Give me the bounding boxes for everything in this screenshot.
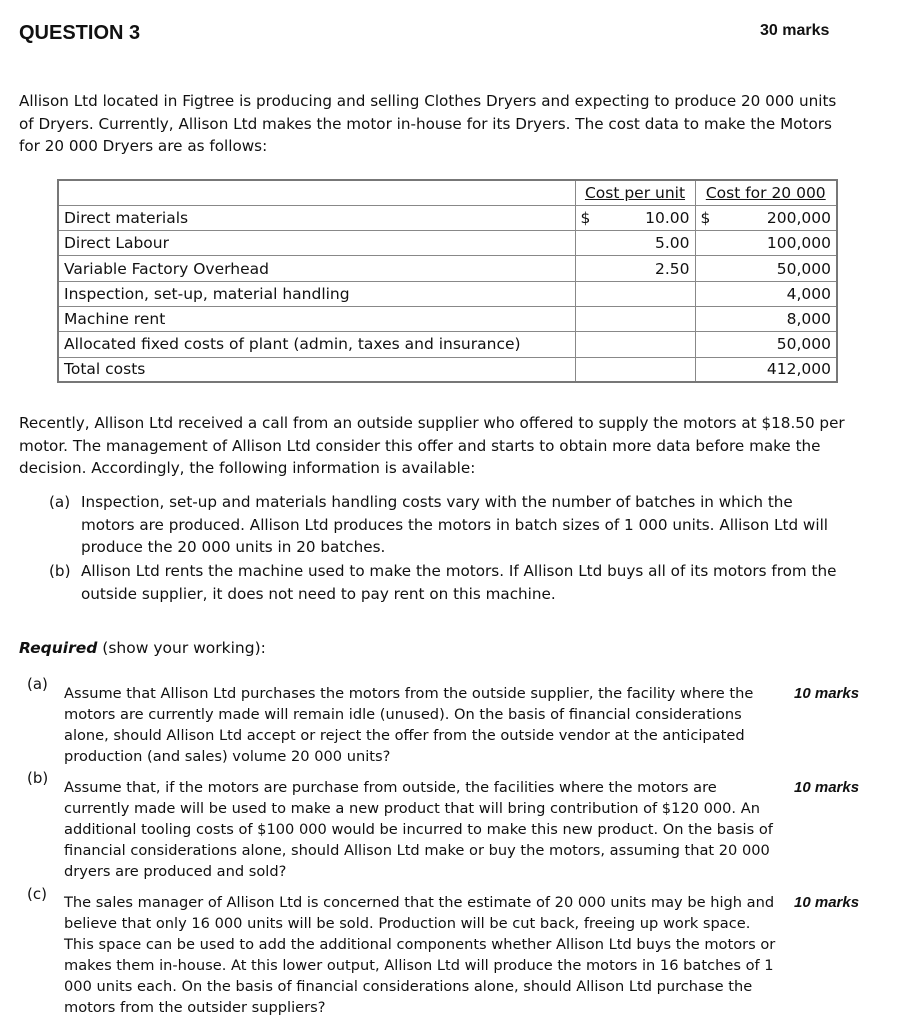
row-total-value: 200,000	[766, 208, 831, 227]
header-cost-total: Cost for 20 000	[695, 180, 837, 205]
row-total: 50,000	[695, 332, 837, 357]
table-row	[58, 231, 837, 256]
row-total: 4,000	[695, 281, 837, 306]
row-desc: Total costs	[58, 357, 575, 382]
required-item-text: The sales manager of Allison Ltd is concerned that the estimate of 20 000 units may be high and believe that only 16 000 units will be sold. Production will be cut back, freeing up work space. This space can be used to add the additional components whether Allison Ltd buys the motors or makes them in-house. At this lower output, Allison Ltd will produce the motors in 16 batches of 1 000 units each. On the basis of financial considerations alone, should Allison Ltd purchase the motors from the outsider suppliers?	[64, 894, 776, 1016]
row-desc: Allocated fixed costs of plant (admin, taxes and insurance)	[58, 332, 575, 357]
table-header-blank	[58, 180, 575, 205]
required-item-marks: 10 marks	[794, 894, 860, 911]
required-label: Required	[19, 639, 98, 657]
row-per-unit	[575, 205, 695, 230]
row-total: 100,000	[695, 231, 837, 256]
cost-table	[57, 179, 838, 383]
row-desc: Inspection, set-up, material handling	[58, 281, 575, 306]
required-item-marks: 10 marks	[794, 685, 860, 702]
required-suffix: (show your working):	[97, 639, 266, 657]
currency-symbol: $	[700, 208, 711, 227]
info-item	[49, 560, 859, 606]
header-cost-per-unit: Cost per unit	[575, 180, 695, 205]
intro-paragraph: Allison Ltd located in Figtree is producing and selling Clothes Dryers and expecting to produce 20 000 units of Dryers. Currently, Allison Ltd makes the motor in-house for its Dryers. The cost data to make the Motors for 20 000 Dryers are as follows:	[19, 92, 837, 155]
row-per-unit: 2.50	[575, 256, 695, 281]
info-item-text: Allison Ltd rents the machine used to make the motors. If Allison Ltd buys all of its motors from the outside supplier, it does not need to pay rent on this machine.	[81, 562, 837, 603]
row-per-unit	[575, 281, 695, 306]
table-row	[58, 256, 837, 281]
required-item-label: (a)	[27, 675, 48, 693]
row-total: 50,000	[695, 256, 837, 281]
row-per-unit: 5.00	[575, 231, 695, 256]
table-row-total	[58, 357, 837, 382]
currency-symbol: $	[580, 208, 591, 227]
question-marks: 30 marks	[760, 22, 830, 39]
row-total	[695, 205, 837, 230]
row-total: 412,000	[695, 357, 837, 382]
row-desc: Variable Factory Overhead	[58, 256, 575, 281]
required-item-text: Assume that Allison Ltd purchases the motors from the outside supplier, the facility where the motors are currently made will remain idle (unused). On the basis of financial considerations alone, should Allison Ltd accept or reject the offer from the outside vendor at the anticipated production (and sales) volume 20 000 units?	[64, 685, 754, 765]
row-desc: Direct Labour	[58, 231, 575, 256]
required-item-text: Assume that, if the motors are purchase from outside, the facilities where the motors are currently made will be used to make a new product that will bring contribution of $120 000. An additional tooling costs of $100 000 would be incurred to make this new product. On the basis of financial considerations alone, should Allison Ltd make or buy the motors, assuming that 20 000 dryers are produced and sold?	[64, 779, 773, 880]
info-item-label: (a)	[49, 493, 71, 511]
required-item-label: (b)	[27, 769, 49, 787]
recent-paragraph: Recently, Allison Ltd received a call from an outside supplier who offered to supply the motors at $18.50 per motor. The management of Allison Ltd consider this offer and starts to obtain more data before make the decision. Accordingly, the following information is available:	[19, 414, 845, 477]
row-total: 8,000	[695, 306, 837, 331]
table-row	[58, 306, 837, 331]
row-per-unit	[575, 357, 695, 382]
required-item-label: (c)	[27, 885, 47, 903]
question-title: QUESTION 3	[19, 22, 141, 44]
table-row	[58, 332, 837, 357]
table-header-row	[58, 180, 837, 205]
row-desc: Direct materials	[58, 205, 575, 230]
table-row	[58, 281, 837, 306]
info-item	[49, 491, 859, 561]
table-row	[58, 205, 837, 230]
info-item-label: (b)	[49, 562, 71, 580]
required-item-marks: 10 marks	[794, 779, 860, 796]
row-per-unit-value: 10.00	[645, 208, 690, 227]
row-per-unit	[575, 306, 695, 331]
required-heading	[19, 639, 266, 657]
row-desc: Machine rent	[58, 306, 575, 331]
row-per-unit	[575, 332, 695, 357]
info-item-text: Inspection, set-up and materials handling costs vary with the number of batches in which the motors are produced. Allison Ltd produces the motors in batch sizes of 1 000 units. Allison Ltd will produce the 20 000 units in 20 batches.	[81, 493, 829, 556]
